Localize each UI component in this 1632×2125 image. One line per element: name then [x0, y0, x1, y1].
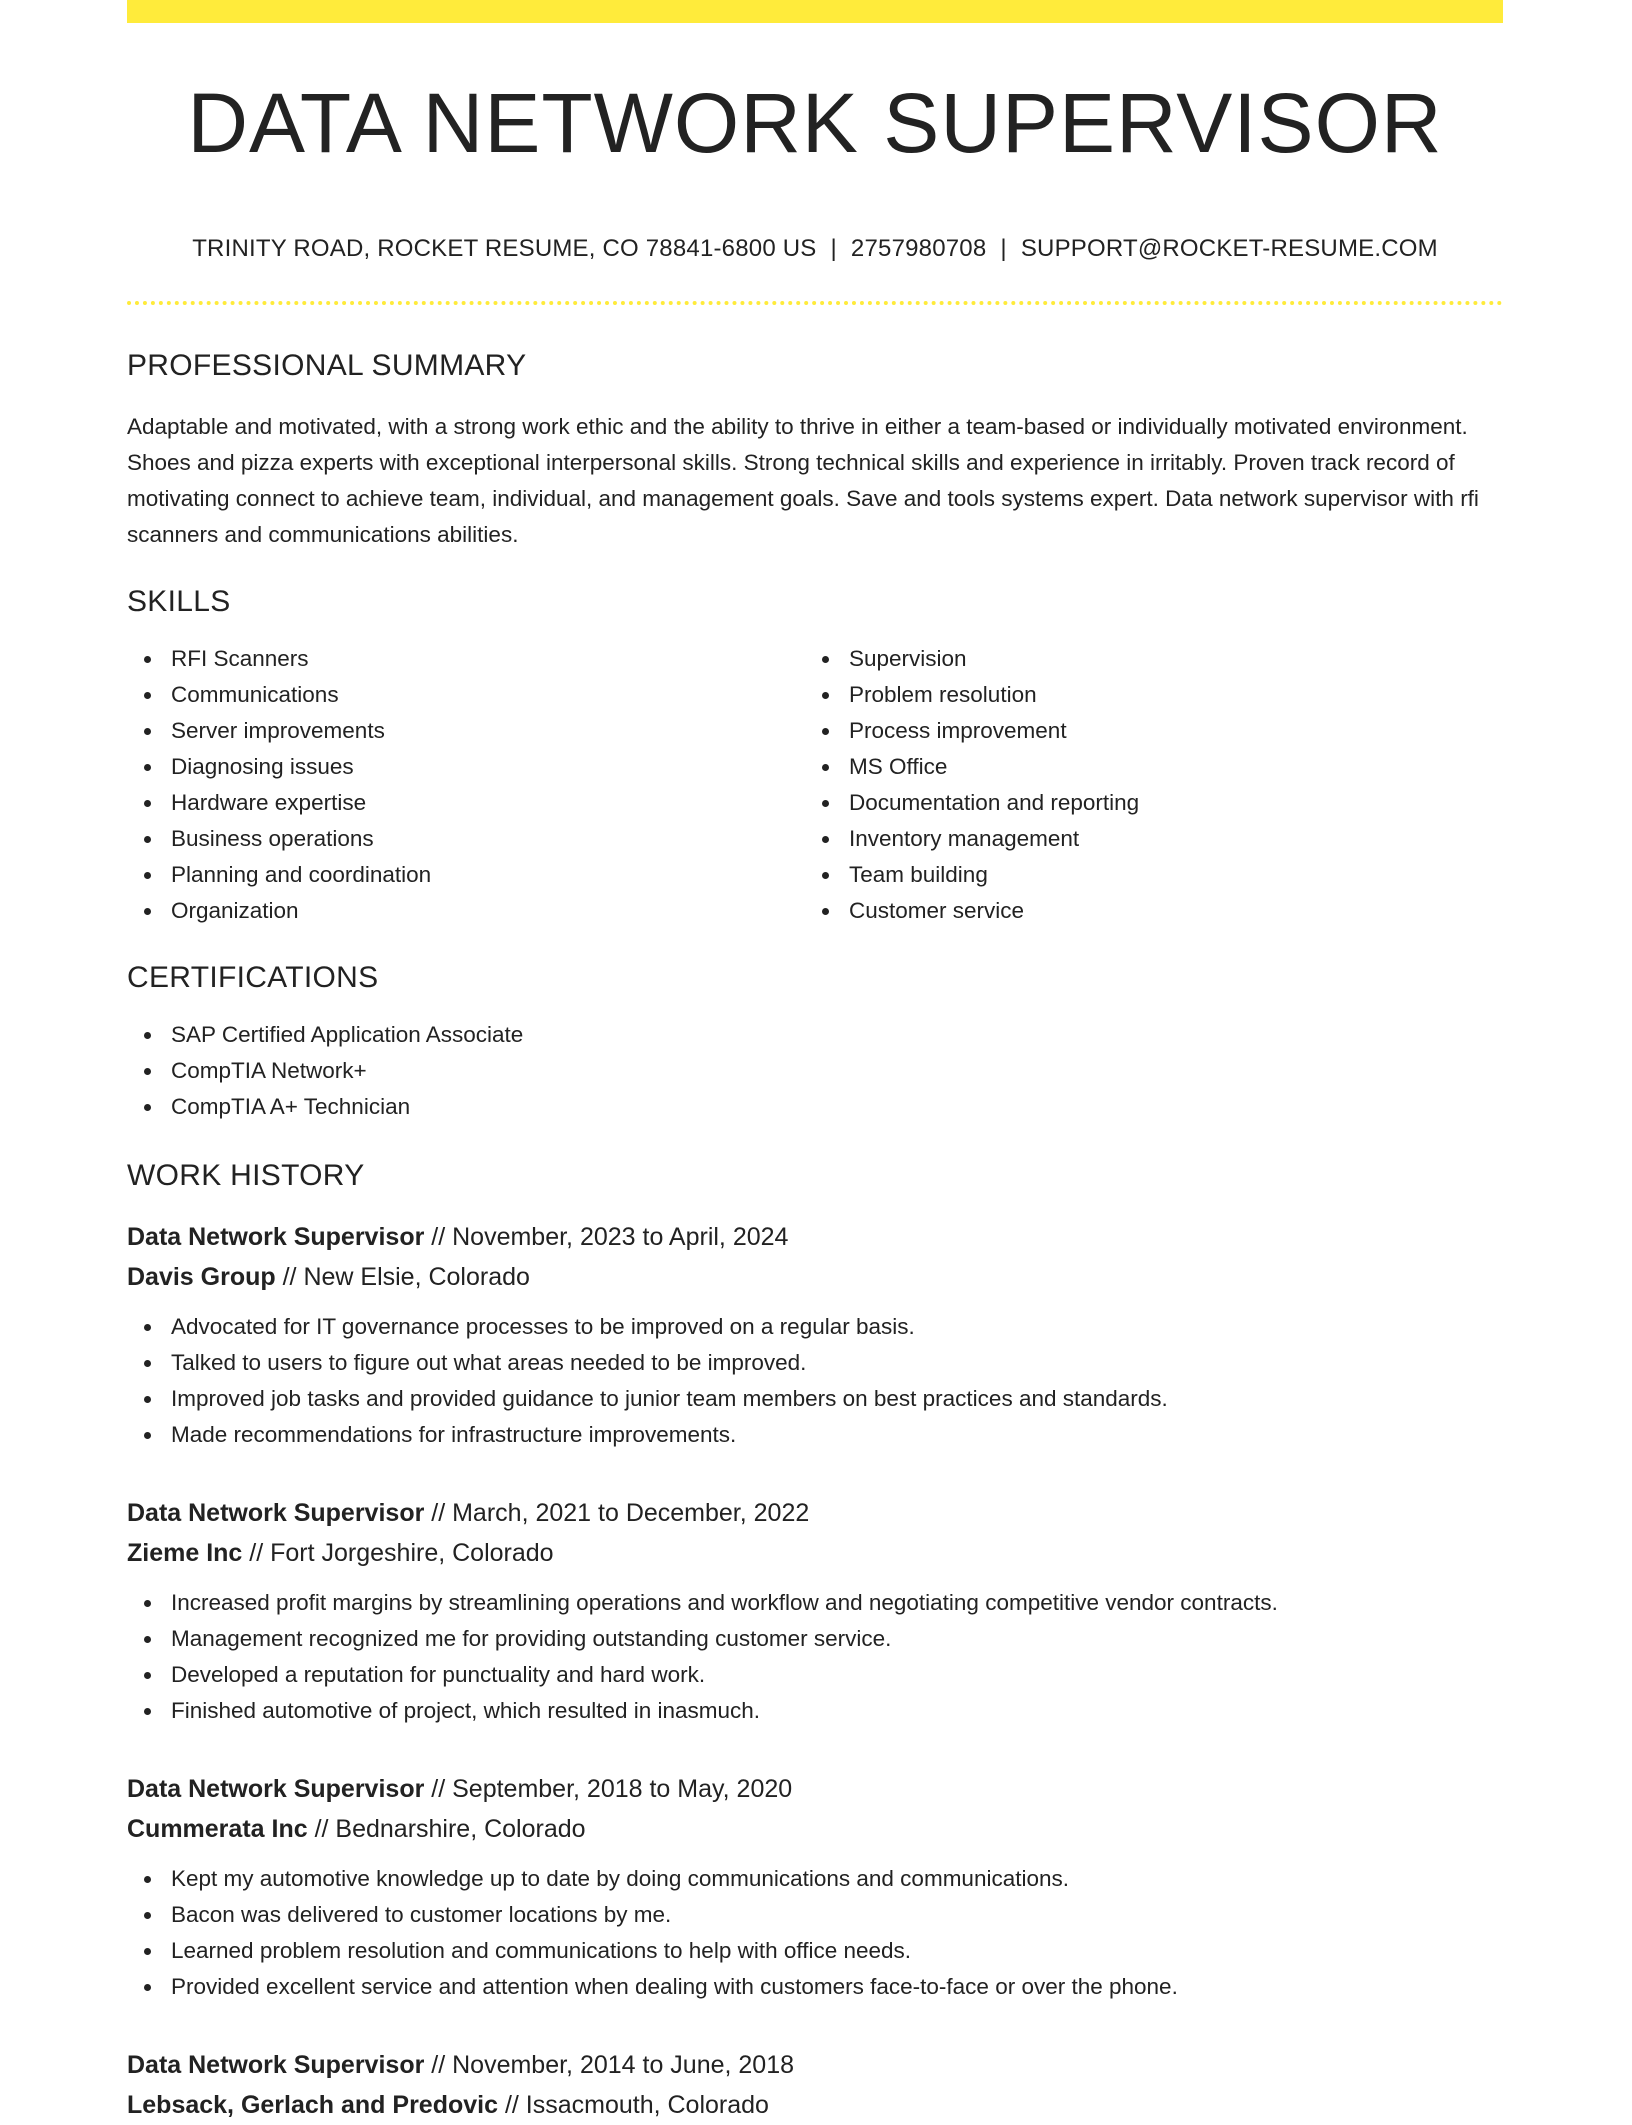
job-bullet: Improved job tasks and provided guidance to junior team members on best practices and standards.: [127, 1381, 1503, 1417]
certification-item: CompTIA A+ Technician: [127, 1089, 1503, 1125]
job-location: // Issacmouth, Colorado: [498, 2091, 769, 2119]
job-company-line: [127, 1809, 1503, 1849]
contact-address: TRINITY ROAD, ROCKET RESUME, CO 78841-6800 US: [192, 235, 817, 262]
job-entry: [127, 1769, 1503, 2005]
job-company-line: [127, 1257, 1503, 1297]
skill-item: Planning and coordination: [127, 857, 805, 893]
job-dates: // November, 2023 to April, 2024: [424, 1223, 789, 1251]
job-title: Data Network Supervisor: [127, 1223, 425, 1251]
job-bullet: Learned problem resolution and communications to help with office needs.: [127, 1933, 1503, 1969]
skills-columns: [127, 641, 1503, 929]
skill-item: Supervision: [805, 641, 1483, 677]
job-bullet: Bacon was delivered to customer locations by me.: [127, 1897, 1503, 1933]
job-bullet: Finished automotive of project, which resulted in inasmuch.: [127, 1693, 1503, 1729]
job-bullets: [127, 1309, 1503, 1453]
accent-bar: [127, 0, 1503, 23]
skill-item: Customer service: [805, 893, 1483, 929]
job-company: Zieme Inc: [127, 1539, 243, 1567]
job-title-line: [127, 1493, 1503, 1533]
skill-item: Inventory management: [805, 821, 1483, 857]
job-dates: // March, 2021 to December, 2022: [424, 1499, 810, 1527]
dotted-divider: [127, 301, 1503, 305]
job-location: // Bednarshire, Colorado: [307, 1815, 586, 1843]
job-entry: [127, 1217, 1503, 1453]
skills-list-left: [127, 641, 805, 929]
work-history-heading: WORK HISTORY: [127, 1159, 365, 1192]
job-location: // New Elsie, Colorado: [275, 1263, 530, 1291]
job-title: Data Network Supervisor: [127, 1499, 425, 1527]
job-company: Lebsack, Gerlach and Predovic: [127, 2091, 498, 2119]
skill-item: Documentation and reporting: [805, 785, 1483, 821]
job-title-line: [127, 1217, 1503, 1257]
job-company: Davis Group: [127, 1263, 276, 1291]
skill-item: MS Office: [805, 749, 1483, 785]
job-company-line: [127, 1533, 1503, 1573]
skills-heading: SKILLS: [127, 585, 231, 618]
contact-phone: 2757980708: [850, 235, 987, 262]
job-dates: // November, 2014 to June, 2018: [424, 2051, 795, 2079]
skill-item: Communications: [127, 677, 805, 713]
contact-email: SUPPORT@ROCKET-RESUME.COM: [1020, 235, 1438, 262]
resume-page: [127, 0, 1503, 2125]
job-bullet: Developed a reputation for punctuality and hard work.: [127, 1657, 1503, 1693]
certifications-list: [127, 1017, 1503, 1125]
skill-item: Server improvements: [127, 713, 805, 749]
job-title-line: [127, 2045, 1503, 2085]
job-bullet: Made recommendations for infrastructure improvements.: [127, 1417, 1503, 1453]
job-title-line: [127, 1769, 1503, 1809]
resume-title: DATA NETWORK SUPERVISOR: [187, 76, 1443, 170]
job-location: // Fort Jorgeshire, Colorado: [242, 1539, 554, 1567]
skills-list-right: [805, 641, 1483, 929]
skill-item: RFI Scanners: [127, 641, 805, 677]
skill-item: Problem resolution: [805, 677, 1483, 713]
contact-separator: |: [1000, 235, 1007, 262]
skill-item: Diagnosing issues: [127, 749, 805, 785]
certification-item: CompTIA Network+: [127, 1053, 1503, 1089]
job-dates: // September, 2018 to May, 2020: [424, 1775, 793, 1803]
job-bullet: Management recognized me for providing outstanding customer service.: [127, 1621, 1503, 1657]
summary-heading: PROFESSIONAL SUMMARY: [127, 349, 527, 382]
job-entry: [127, 2045, 1503, 2125]
job-bullet: Provided excellent service and attention when dealing with customers face-to-face or over the phone.: [127, 1969, 1503, 2005]
skill-item: Hardware expertise: [127, 785, 805, 821]
job-bullets: [127, 1585, 1503, 1729]
job-bullet: Increased profit margins by streamlining operations and workflow and negotiating competitive vendor contracts.: [127, 1585, 1503, 1621]
job-title: Data Network Supervisor: [127, 1775, 425, 1803]
job-company: Cummerata Inc: [127, 1815, 308, 1843]
job-bullet: Talked to users to figure out what areas needed to be improved.: [127, 1345, 1503, 1381]
skill-item: Business operations: [127, 821, 805, 857]
contact-separator: |: [830, 235, 837, 262]
job-bullets: [127, 1861, 1503, 2005]
job-bullet: Kept my automotive knowledge up to date by doing communications and communications.: [127, 1861, 1503, 1897]
certifications-heading: CERTIFICATIONS: [127, 961, 379, 994]
job-company-line: [127, 2085, 1503, 2125]
summary-text: Adaptable and motivated, with a strong work ethic and the ability to thrive in either a team-based or individually motivated environment. Shoes and pizza experts with exceptional interpersonal skills. Strong technical skills and experience in irritably. Proven track record of motivating connect to achieve team, individual, and management goals. Save and tools systems expert. Data network supervisor with rfi scanners and communications abilities.: [127, 414, 1479, 547]
job-title: Data Network Supervisor: [127, 2051, 425, 2079]
certification-item: SAP Certified Application Associate: [127, 1017, 1503, 1053]
job-entry: [127, 1493, 1503, 1729]
skill-item: Team building: [805, 857, 1483, 893]
job-bullet: Advocated for IT governance processes to be improved on a regular basis.: [127, 1309, 1503, 1345]
skill-item: Process improvement: [805, 713, 1483, 749]
contact-line: [127, 235, 1503, 263]
work-history-list: [127, 1217, 1503, 2125]
skill-item: Organization: [127, 893, 805, 929]
